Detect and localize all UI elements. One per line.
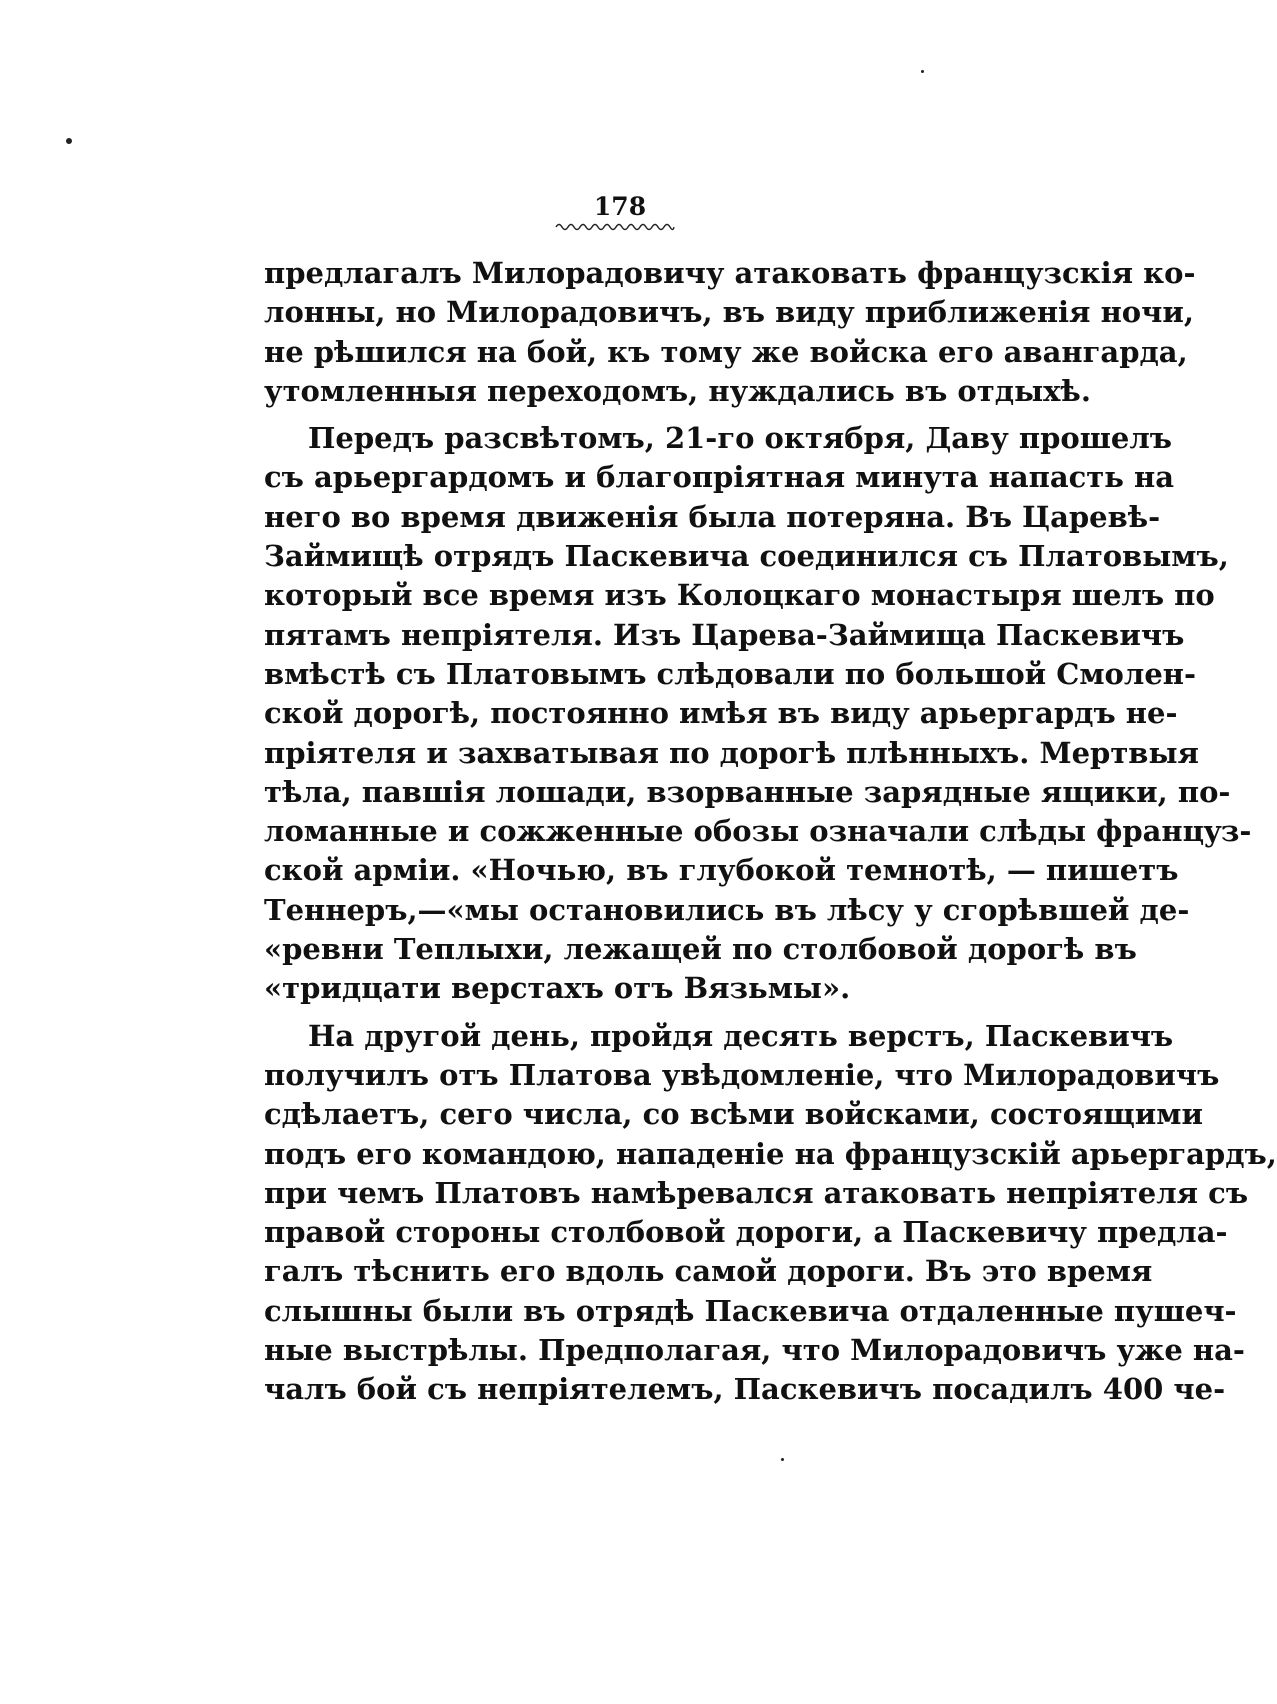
text-line: утомленныя переходомъ, нуждались въ отдыхѣ. xyxy=(264,373,1091,408)
text-line: тѣла, павшія лошади, взорванные зарядные ящики, по- xyxy=(264,774,1231,809)
text-line: предлагалъ Милорадовичу атаковать французскія ко- xyxy=(264,256,1196,290)
text-line: «тридцати верстахъ отъ Вязьмы». xyxy=(264,971,851,1006)
paragraph xyxy=(264,254,1196,411)
text-line: ломанные и сожженные обозы означали слѣды францyз- xyxy=(264,814,1252,849)
page-number: 178 xyxy=(593,192,647,221)
text-line: не рѣшился на бой, къ тому же войска его авангарда, xyxy=(264,334,1188,369)
text-line: ные выстрѣлы. Предполагая, что Милорадовичъ уже на- xyxy=(264,1333,1245,1368)
ink-speck xyxy=(66,138,72,144)
text-line: ской арміи. «Ночью, въ глубокой темнотѣ, — пишетъ xyxy=(264,853,1179,888)
text-line: Займищѣ отрядъ Паскевича соединился съ Платовымъ, xyxy=(264,539,1229,574)
text-line: «ревни Теплыхи, лежащей по столбовой дорогѣ въ xyxy=(264,932,1137,967)
body-text xyxy=(264,254,1277,1410)
text-line: при чемъ Платовъ намѣревался атаковать непріятеля съ xyxy=(264,1175,1249,1210)
text-line: него во время движенія была потеряна. Въ Царевѣ- xyxy=(264,499,1161,534)
text-line: лонны, но Милорадовичъ, въ виду приближенія ночи, xyxy=(264,295,1194,330)
text-line: съ арьергардомъ и благопріятная минута напасть на xyxy=(264,460,1175,495)
text-line: получилъ отъ Платова увѣдомленіе, что Милорадовичъ xyxy=(264,1057,1220,1092)
text-line: правой стороны столбовой дороги, а Паскевичу предла- xyxy=(264,1215,1228,1250)
text-line: пріятеля и захватывая по дорогѣ плѣнныхъ. Мертвыя xyxy=(264,735,1199,770)
text-line: Передъ разсвѣтомъ, 21-го октября, Даву прошелъ xyxy=(308,421,1173,456)
text-line: вмѣстѣ съ Платовымъ слѣдовали по большой Смолен- xyxy=(264,656,1197,691)
text-line: На другой день, пройдя десять верстъ, Паскевичъ xyxy=(308,1018,1174,1053)
text-line: слышны были въ отрядѣ Паскевича отдаленные пушеч- xyxy=(264,1293,1237,1328)
ink-speck xyxy=(921,70,924,73)
text-line: ской дорогѣ, постоянно имѣя въ виду арьергардъ не- xyxy=(264,696,1178,731)
text-line: подъ его командою, нападеніе на французскій арьергардъ, xyxy=(264,1136,1277,1171)
paragraph-gap xyxy=(264,1009,970,1017)
paragraph xyxy=(264,419,1252,1008)
text-line: который все время изъ Колоцкаго монастыря шелъ по xyxy=(264,578,1215,613)
paragraph-gap xyxy=(264,411,970,419)
text-line: галъ тѣснить его вдоль самой дороги. Въ это время xyxy=(264,1254,1153,1289)
text-line: пятамъ непріятеля. Изъ Царева-Займища Паскевичъ xyxy=(264,617,1185,652)
text-line: сдѣлаетъ, сего числа, со всѣми войсками, состоящими xyxy=(264,1097,1203,1132)
text-line: чалъ бой съ непріятелемъ, Паскевичъ посадилъ 400 че- xyxy=(264,1372,1226,1407)
page-number-wavy-rule xyxy=(556,222,674,232)
paragraph xyxy=(264,1017,1277,1410)
ink-speck xyxy=(781,1458,784,1461)
text-line: Теннеръ,—«мы остановились въ лѣсу у сгорѣвшей де- xyxy=(264,892,1190,927)
